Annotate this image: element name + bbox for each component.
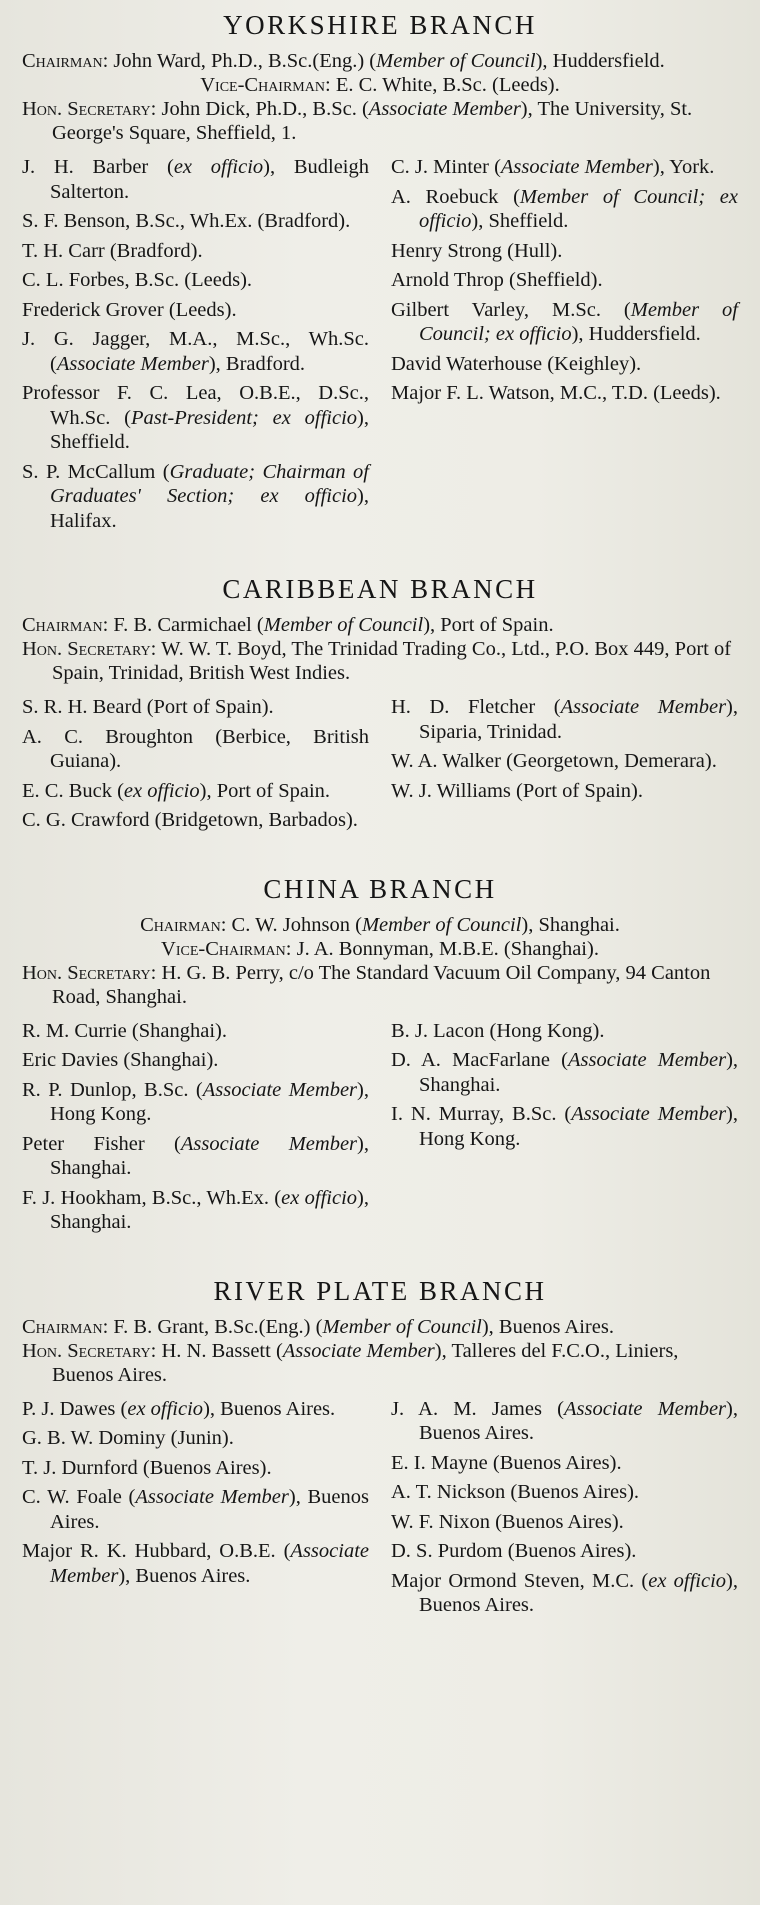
officer-text: W. W. T. Boyd, The Trinidad Trading Co., Ltd., P.O. Box 449, Port of Spain, Trinidad, British West Indies. <box>52 638 732 684</box>
officer-role: Chairman: <box>22 1315 109 1338</box>
member-entry: Major R. K. Hubbard, O.B.E. (Associate Member), Buenos Aires. <box>22 1540 369 1587</box>
member-entry: Major Ormond Steven, M.C. (ex officio), Buenos Aires. <box>391 1569 738 1616</box>
yorkshire-branch-section <box>22 10 738 538</box>
china-branch-section <box>22 874 738 1240</box>
officer-role: Hon. Secretary: <box>22 98 157 120</box>
member-entry: W. A. Walker (Georgetown, Demerara). <box>391 750 717 772</box>
officer-hon-secretary <box>22 961 738 1009</box>
member-entry: A. Roebuck (Member of Council; ex officio), Sheffield. <box>391 185 738 232</box>
officer-role: Vice-Chairman: <box>161 937 292 960</box>
member-column-left <box>22 1019 369 1240</box>
officer-text: H. G. B. Perry, c/o The Standard Vacuum Oil Company, 94 Canton Road, Shanghai. <box>52 961 711 1008</box>
branch-heading: YORKSHIRE BRANCH <box>223 10 537 40</box>
member-entry: W. J. Williams (Port of Spain). <box>391 779 644 802</box>
member-entry: D. A. MacFarlane (Associate Member), Shanghai. <box>391 1049 739 1096</box>
officer-chairman <box>22 49 738 73</box>
member-entry: T. J. Durnford (Buenos Aires). <box>22 1456 272 1479</box>
member-entry: Eric Davies (Shanghai). <box>22 1049 219 1071</box>
member-entry: C. J. Minter (Associate Member), York. <box>391 156 715 178</box>
caribbean-branch-section <box>22 574 738 838</box>
member-entry: A. T. Nickson (Buenos Aires). <box>391 1481 640 1503</box>
branch-heading: CARIBBEAN BRANCH <box>222 574 538 604</box>
member-column-right <box>391 1397 738 1623</box>
officer-role: Chairman: <box>140 913 227 936</box>
member-entry: G. B. W. Dominy (Junin). <box>22 1427 234 1449</box>
officer-hon-secretary <box>22 637 738 685</box>
officer-role: Chairman: <box>22 50 109 72</box>
member-entry: F. J. Hookham, B.Sc., Wh.Ex. (ex officio), Shanghai. <box>22 1186 369 1233</box>
officer-role: Hon. Secretary: <box>22 961 157 984</box>
officer-text: C. W. Johnson (Member of Council), Shanghai. <box>231 913 620 936</box>
member-entry: T. H. Carr (Bradford). <box>22 239 203 262</box>
officer-vice-chairman <box>22 73 738 97</box>
officer-vice-chairman <box>22 937 738 961</box>
officer-chairman <box>22 613 738 637</box>
member-entry: W. F. Nixon (Buenos Aires). <box>391 1510 624 1533</box>
member-entry: David Waterhouse (Keighley). <box>391 352 642 375</box>
member-entry: R. P. Dunlop, B.Sc. (Associate Member), Hong Kong. <box>22 1078 369 1125</box>
member-entry: A. C. Broughton (Berbice, British Guiana). <box>22 725 369 772</box>
officer-hon-secretary <box>22 97 738 145</box>
member-column-right <box>391 155 738 538</box>
member-entry: E. C. Buck (ex officio), Port of Spain. <box>22 779 331 802</box>
member-entry: C. L. Forbes, B.Sc. (Leeds). <box>22 269 253 291</box>
member-entry: Arnold Throp (Sheffield). <box>391 269 603 291</box>
member-entry: J. H. Barber (ex officio), Budleigh Salterton. <box>22 156 369 203</box>
member-column-right <box>391 1019 738 1240</box>
branch-heading: CHINA BRANCH <box>263 873 497 904</box>
officer-text: H. N. Bassett (Associate Member), Talleres del F.C.O., Liniers, Buenos Aires. <box>52 1339 679 1386</box>
member-entry: I. N. Murray, B.Sc. (Associate Member), Hong Kong. <box>391 1103 738 1150</box>
officer-hon-secretary <box>22 1339 738 1387</box>
member-entry: R. M. Currie (Shanghai). <box>22 1019 227 1042</box>
member-columns <box>22 695 738 838</box>
officer-text: John Ward, Ph.D., B.Sc.(Eng.) (Member of Council), Huddersfield. <box>113 50 665 72</box>
officer-role: Vice-Chairman: <box>200 74 331 96</box>
officer-text: E. C. White, B.Sc. (Leeds). <box>335 74 560 96</box>
member-entry: B. J. Lacon (Hong Kong). <box>391 1019 605 1042</box>
officer-role: Hon. Secretary: <box>22 1339 157 1362</box>
member-entry: J. G. Jagger, M.A., M.Sc., Wh.Sc. (Associate Member), Bradford. <box>22 328 369 375</box>
member-column-right <box>391 695 738 838</box>
branch-heading: RIVER PLATE BRANCH <box>213 1275 547 1306</box>
member-entry: D. S. Purdom (Buenos Aires). <box>391 1540 637 1562</box>
member-columns <box>22 1397 738 1623</box>
member-columns <box>22 155 738 538</box>
officer-role: Hon. Secretary: <box>22 638 157 660</box>
officer-chairman <box>22 913 738 937</box>
member-column-left <box>22 1397 369 1623</box>
member-entry: Professor F. C. Lea, O.B.E., D.Sc., Wh.Sc. (Past-President; ex officio), Sheffield. <box>22 382 369 453</box>
officer-text: J. A. Bonnyman, M.B.E. (Shanghai). <box>296 937 599 960</box>
member-columns <box>22 1019 738 1240</box>
member-entry: C. W. Foale (Associate Member), Buenos Aires. <box>22 1486 369 1533</box>
officer-role: Chairman: <box>22 614 109 636</box>
member-entry: E. I. Mayne (Buenos Aires). <box>391 1451 622 1474</box>
member-entry: S. F. Benson, B.Sc., Wh.Ex. (Bradford). <box>22 210 351 232</box>
officer-text: F. B. Grant, B.Sc.(Eng.) (Member of Council), Buenos Aires. <box>113 1315 614 1338</box>
member-entry: Henry Strong (Hull). <box>391 239 563 262</box>
member-entry: C. G. Crawford (Bridgetown, Barbados). <box>22 809 358 831</box>
member-entry: J. A. M. James (Associate Member), Buenos Aires. <box>391 1397 738 1444</box>
member-column-left <box>22 695 369 838</box>
member-entry: S. P. McCallum (Graduate; Chairman of Graduates' Section; ex officio), Halifax. <box>22 460 370 532</box>
member-entry: Frederick Grover (Leeds). <box>22 298 237 321</box>
member-column-left <box>22 155 369 538</box>
member-entry: Gilbert Varley, M.Sc. (Member of Council; ex officio), Huddersfield. <box>391 298 738 345</box>
member-entry: Peter Fisher (Associate Member), Shanghai. <box>22 1132 369 1179</box>
officer-text: F. B. Carmichael (Member of Council), Port of Spain. <box>113 614 554 636</box>
member-entry: H. D. Fletcher (Associate Member), Siparia, Trinidad. <box>391 696 738 743</box>
officer-text: John Dick, Ph.D., B.Sc. (Associate Member), The University, St. George's Square, Sheffield, 1. <box>52 98 693 144</box>
member-entry: P. J. Dawes (ex officio), Buenos Aires. <box>22 1397 336 1420</box>
member-entry: Major F. L. Watson, M.C., T.D. (Leeds). <box>391 382 721 404</box>
member-entry: S. R. H. Beard (Port of Spain). <box>22 696 274 718</box>
river-plate-branch-section <box>22 1276 738 1623</box>
officer-chairman <box>22 1315 738 1339</box>
